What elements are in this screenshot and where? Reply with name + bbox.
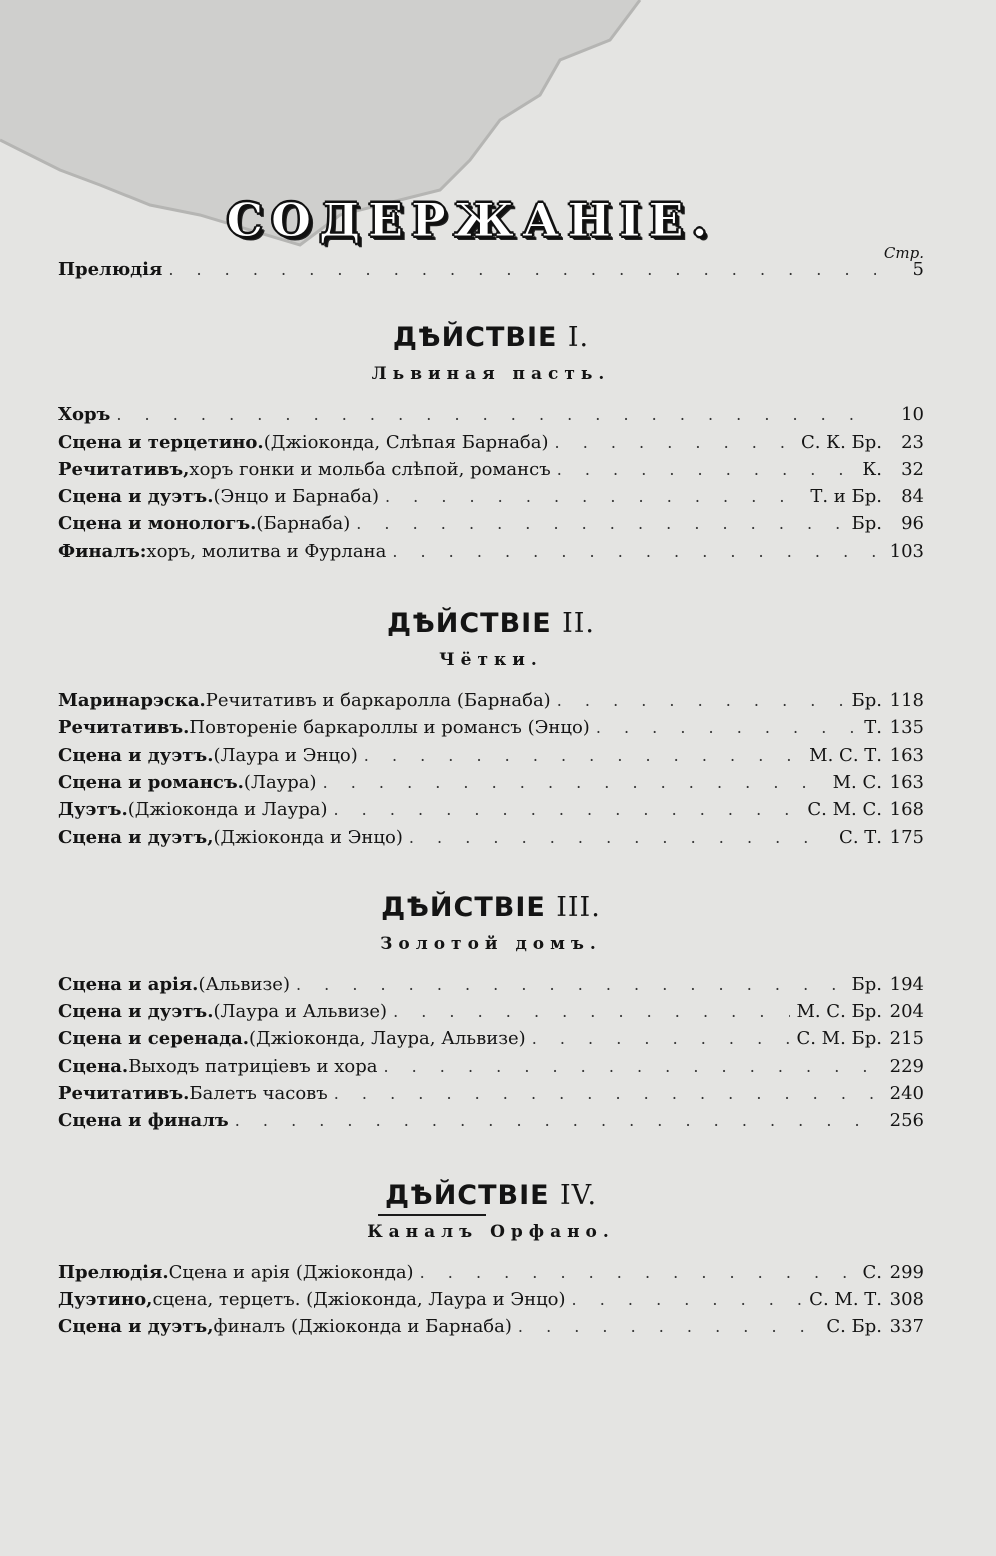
entry-page: 96 [901,513,924,535]
entry-detail: хоръ, молитва и Фурлана [146,540,387,562]
entry-page: 135 [889,717,924,739]
dot-leader [334,796,802,823]
entry-title: Сцена и дуэтъ. [58,486,214,508]
dot-leader [334,1080,876,1107]
dot-leader [356,510,845,537]
entry-detail: (Лаура и Энцо) [213,744,358,766]
toc-entry[interactable] [58,1259,924,1286]
dot-leader [409,824,833,851]
dot-leader [296,971,846,998]
entry-page: 10 [901,404,924,426]
entry-title: Сцена и терцетино. [58,431,264,453]
entry-title: Прелюдія [58,259,163,280]
entry-detail: (Джіоконда и Лаура) [127,799,328,821]
dot-leader [168,256,876,283]
entry-title: Сцена и финалъ [58,1110,229,1132]
entry-page: 299 [889,1261,924,1283]
entry-title: Речитативъ, [58,458,190,480]
entry-page: 163 [889,771,924,793]
toc-entry[interactable] [58,1025,924,1052]
toc-entry-prelude[interactable] [58,256,924,283]
entry-voices: С. Т. [839,826,882,848]
entry-page: 163 [889,744,924,766]
entry-voices: С. Бр. [826,1316,882,1338]
entry-detail: Речитативъ и баркаролла (Барнаба) [205,690,551,712]
toc-entry[interactable] [58,456,924,483]
entry-page: 240 [889,1083,924,1105]
entry-detail: (Лаура) [243,771,317,793]
entry-title: Сцена и дуэтъ, [58,826,214,848]
entry-page: 32 [901,458,924,480]
entry-detail: (Джіоконда, Лаура, Альвизе) [249,1028,526,1050]
dot-leader [385,483,804,510]
toc-entry[interactable] [58,1080,924,1107]
dot-leader [572,1286,804,1313]
toc-entry[interactable] [58,1053,924,1080]
act-word: ДѢЙСТВІЕ [381,891,546,923]
entry-title: Сцена. [58,1055,129,1077]
entry-title: Хоръ [58,404,111,426]
entry-detail: (Лаура и Альвизе) [213,1001,388,1023]
toc-entry[interactable] [58,483,924,510]
entry-voices: Бр. [851,690,882,712]
entry-detail: Балетъ часовъ [189,1083,328,1105]
entry-title: Сцена и арія. [58,973,199,995]
entry-page: 118 [889,690,924,712]
entry-voices: С. М. С. [807,799,882,821]
entry-detail: (Джіоконда и Энцо) [213,826,403,848]
entry-detail: Повтореніе баркароллы и романсъ (Энцо) [189,717,590,739]
entry-title: Дуэтино, [58,1288,153,1310]
entry-detail: Выходъ патриціевъ и хора [128,1055,378,1077]
dot-leader [383,1053,876,1080]
entry-voices: К. [862,458,882,480]
dot-leader [557,456,857,483]
entry-title: Сцена и дуэтъ. [58,744,214,766]
entry-page: 204 [889,1001,924,1023]
toc-entry[interactable] [58,1107,924,1134]
dot-leader [518,1313,820,1340]
entry-page: 308 [889,1288,924,1310]
entry-title: Маринарэска. [58,690,206,712]
entry-voices: С. [862,1261,882,1283]
act-numeral: I. [567,322,590,354]
toc-entry[interactable] [58,538,924,565]
toc-entry[interactable] [58,1286,924,1313]
entry-title: Сцена и серенада. [58,1028,250,1050]
act-heading [58,607,924,641]
toc-entry[interactable] [58,971,924,998]
entry-voices: М. С. Т. [809,744,882,766]
entry-title: Речитативъ. [58,717,190,739]
entry-voices: М. С. [832,771,882,793]
dot-leader [420,1259,857,1286]
entry-title: Финалъ: [58,540,147,562]
act-subtitle: Каналъ Орфано. [367,1221,615,1242]
dot-leader [557,687,846,714]
toc-entry[interactable] [58,1313,924,1340]
toc-entry[interactable] [58,769,924,796]
toc-entry[interactable] [58,742,924,769]
entry-title: Сцена и монологъ. [58,513,257,535]
entry-page: 103 [889,540,924,562]
dot-leader [323,769,827,796]
entry-voices: Т. [864,717,882,739]
toc-entry[interactable] [58,510,924,537]
entry-detail: хоръ гонки и мольба слѣпой, романсъ [189,458,551,480]
act-heading [58,891,924,925]
act-numeral: IV. [560,1179,598,1211]
entry-title: Прелюдія. [58,1261,169,1283]
entry-detail: (Альвизе) [198,973,290,995]
act-word: ДѢЙСТВІЕ [387,608,552,640]
contents-page [58,192,924,1341]
act-heading [58,1179,924,1213]
act-word: ДѢЙСТВІЕ [384,1179,550,1211]
entry-page: 229 [889,1055,924,1077]
entry-detail: (Джіоконда, Слѣпая Барнаба) [263,431,549,453]
act-subtitle: Чётки. [439,650,543,671]
entry-page: 194 [889,973,924,995]
entry-page: 168 [889,799,924,821]
toc-entry[interactable] [58,714,924,741]
entry-detail: Сцена и арія (Джіоконда) [168,1261,414,1283]
entry-title: Сцена и дуэтъ, [58,1316,214,1338]
act-numeral: III. [556,891,601,923]
toc-entry[interactable] [58,998,924,1025]
entry-voices: М. С. Бр. [796,1001,882,1023]
page-title: СОДЕРЖАНІЕ. [226,193,716,247]
toc-entry[interactable] [58,796,924,823]
entry-page: 215 [889,1028,924,1050]
entry-title: Дуэтъ. [58,799,128,821]
entry-detail: финалъ (Джіоконда и Барнаба) [213,1316,512,1338]
entry-detail: (Энцо и Барнаба) [213,486,379,508]
act-word: ДѢЙСТВІЕ [392,322,558,354]
entry-title: Сцена и дуэтъ. [58,1001,214,1023]
toc-entry[interactable] [58,401,924,428]
toc-entry[interactable] [58,824,924,851]
dot-leader [532,1025,791,1052]
entry-voices: Бр. [851,513,882,535]
dot-leader [364,742,803,769]
entry-title: Сцена и романсъ. [58,771,244,793]
dot-leader [596,714,858,741]
entry-voices: С. М. Т. [809,1288,882,1310]
dot-leader [393,998,790,1025]
entry-detail: сцена, терцетъ. (Джіоконда, Лаура и Энцо) [152,1288,566,1310]
dot-leader [235,1107,876,1134]
entry-page: 256 [889,1110,924,1132]
entry-page: 23 [901,431,924,453]
entry-voices: Т. и Бр. [810,486,882,508]
dot-leader [392,538,876,565]
act-subtitle: Львиная пасть. [371,364,611,385]
act-numeral: II. [562,608,595,640]
entry-page: 84 [901,486,924,508]
entry-detail: (Барнаба) [256,513,351,535]
act-subtitle: Золотой домъ. [380,933,602,954]
entry-voices: Бр. [851,973,882,995]
dot-leader [555,429,795,456]
entry-page: 5 [912,259,924,280]
entry-title: Речитативъ. [58,1083,190,1105]
toc-entry[interactable] [58,687,924,714]
entry-voices: С. М. Бр. [796,1028,882,1050]
dot-leader [116,401,876,428]
entry-page: 175 [889,826,924,848]
page-column-label: Стр. [883,244,924,262]
entry-page: 337 [889,1316,924,1338]
act-heading [58,321,924,355]
entry-voices: С. К. Бр. [800,431,882,453]
toc-entry[interactable] [58,429,924,456]
acts-container [58,321,924,1340]
